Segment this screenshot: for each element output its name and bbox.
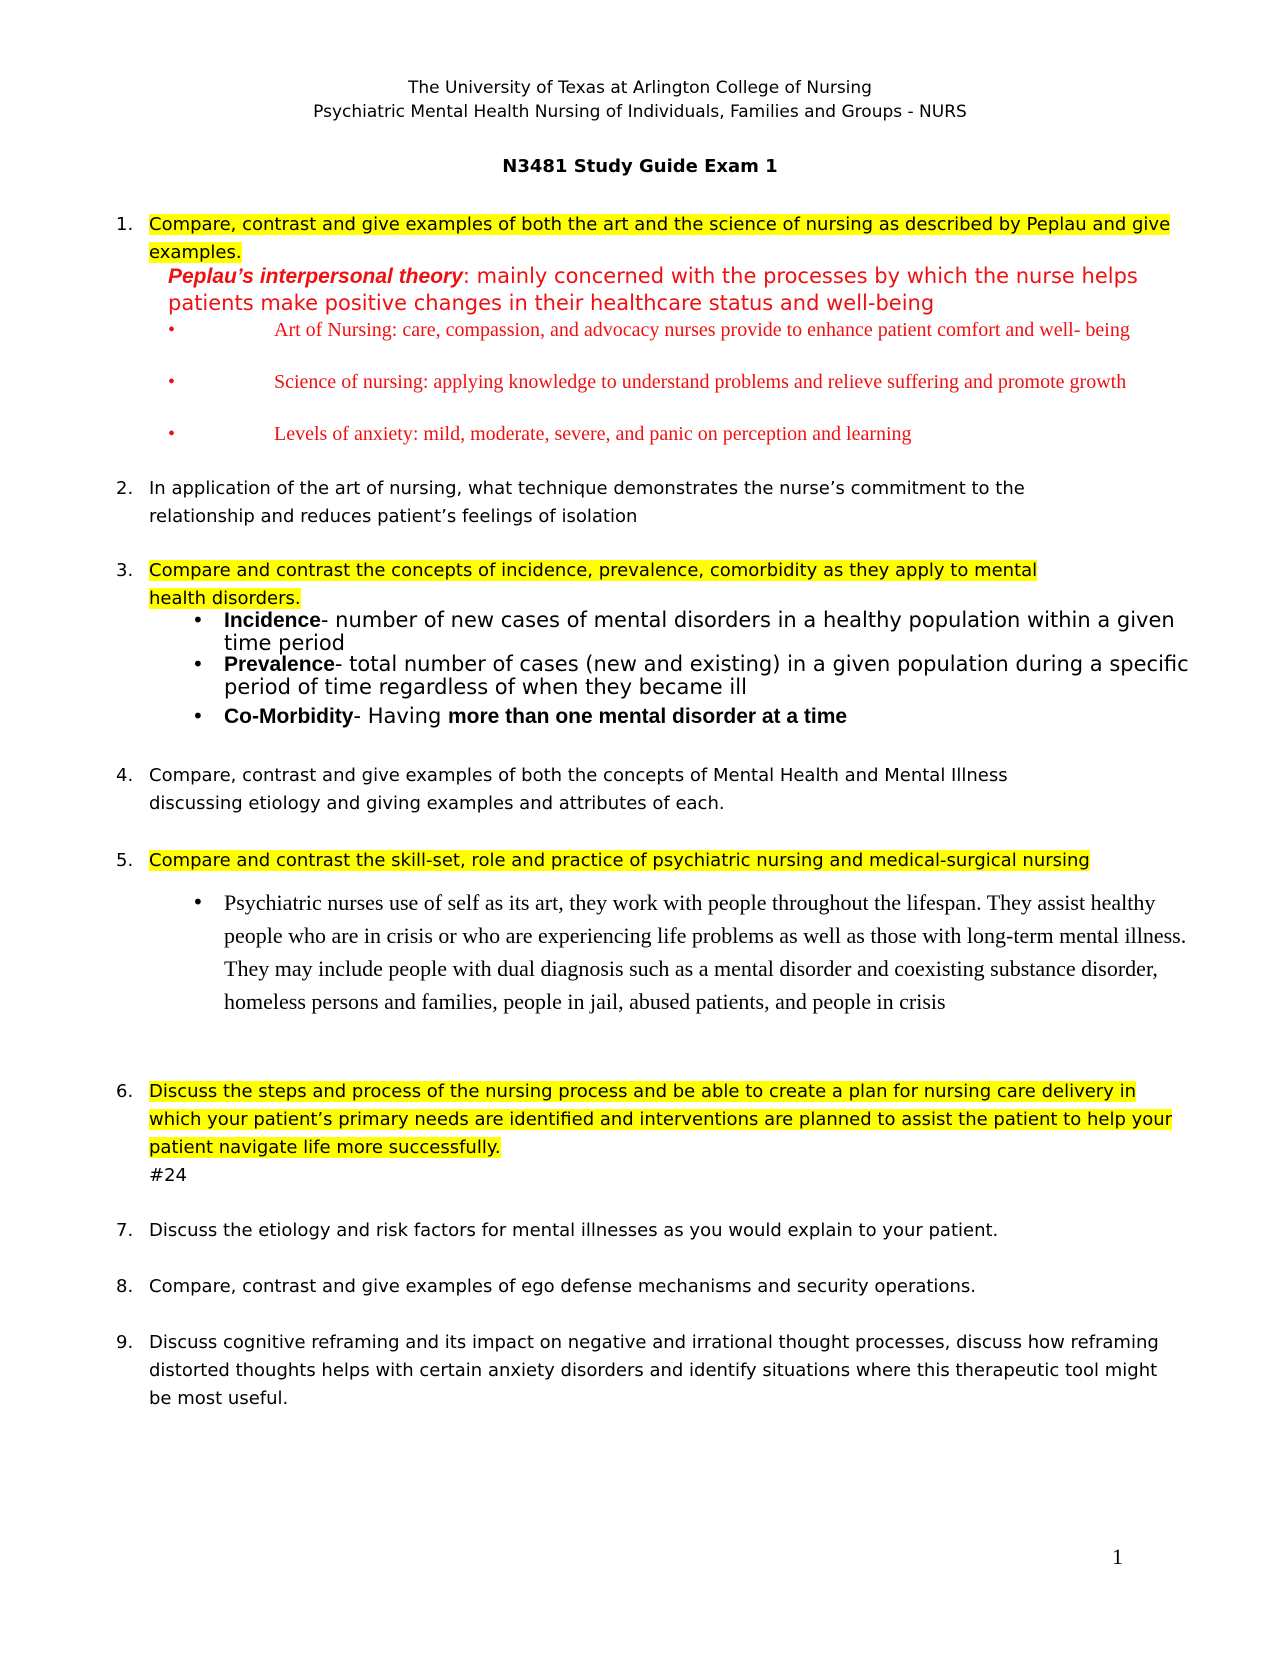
question-text: Compare and contrast the concepts of incidence, prevalence, comorbidity as they apply to mental health disorders. bbox=[149, 560, 1038, 609]
question-7 bbox=[116, 1217, 1176, 1245]
theory-label: Peplau’s interpersonal theory bbox=[168, 265, 463, 288]
question-text: Compare and contrast the skill-set, role and practice of psychiatric nursing and medical-surgical nursing bbox=[149, 850, 1090, 871]
bullet-icon: • bbox=[192, 608, 204, 632]
question-number: 2. bbox=[116, 478, 134, 499]
question-text: Compare, contrast and give examples of both the concepts of Mental Health and Mental Illness discussing etiology and giving examples and attributes of each. bbox=[149, 765, 1008, 814]
list-item-comorbidity bbox=[192, 704, 1194, 728]
question-text: Compare, contrast and give examples of both the art and the science of nursing as described by Peplau and give examples. bbox=[149, 214, 1171, 263]
page-number: 1 bbox=[1112, 1544, 1123, 1569]
red-bullet-anxiety bbox=[168, 421, 1158, 447]
description-text: Psychiatric nurses use of self as its art, they work with people throughout the lifespan. They assist healthy people who are in crisis or who are experiencing life problems as well as those with long-term mental illness. They may include people with dual diagnosis such as a mental disorder and coexisting substance disorder, homeless persons and families, people in jail, abused patients, and people in crisis bbox=[224, 890, 1187, 1014]
theory-text: : mainly concerned with the processes by which the nurse helps patients make positive changes in their healthcare status and well-being bbox=[168, 264, 1138, 315]
question-number: 4. bbox=[116, 765, 134, 786]
peplau-theory bbox=[168, 263, 1168, 317]
question-4 bbox=[116, 762, 1056, 818]
bullet-text: Levels of anxiety: mild, moderate, severe, and panic on perception and learning bbox=[274, 423, 912, 445]
question-number: 6. bbox=[116, 1081, 134, 1102]
question-text: In application of the art of nursing, what technique demonstrates the nurse’s commitment to the relationship and reduces patient’s feelings of isolation bbox=[149, 478, 1025, 527]
red-bullet-science bbox=[168, 369, 1158, 395]
question-2 bbox=[116, 475, 1056, 531]
bullet-text: Art of Nursing: care, compassion, and advocacy nurses provide to enhance patient comfort and well- being bbox=[274, 319, 1130, 341]
page-title: N3481 Study Guide Exam 1 bbox=[502, 156, 778, 177]
header-line-2: Psychiatric Mental Health Nursing of Individuals, Families and Groups - NURS bbox=[313, 102, 967, 122]
question-text: Discuss the etiology and risk factors for mental illnesses as you would explain to your patient. bbox=[149, 1220, 999, 1241]
term-label: Prevalence bbox=[224, 653, 335, 676]
question-number: 8. bbox=[116, 1276, 134, 1297]
term-text: - total number of cases (new and existing) in a given population during a specific period of time regardless of when they became ill bbox=[224, 652, 1189, 699]
term-label: Incidence bbox=[224, 609, 321, 632]
question-note: #24 bbox=[149, 1165, 187, 1186]
list-item-incidence bbox=[192, 608, 1194, 655]
term-label: Co-Morbidity bbox=[224, 705, 354, 728]
question-number: 1. bbox=[116, 214, 134, 235]
question-number: 9. bbox=[116, 1332, 134, 1353]
bullet-icon: • bbox=[192, 652, 204, 676]
question-5 bbox=[116, 847, 1176, 875]
bullet-icon: • bbox=[192, 704, 204, 728]
question-9 bbox=[116, 1329, 1176, 1413]
term-text: - number of new cases of mental disorders in a healthy population within a given time period bbox=[224, 608, 1175, 655]
term-text: - Having bbox=[353, 704, 448, 728]
question-text: Discuss the steps and process of the nursing process and be able to create a plan for nursing care delivery in which your patient’s primary needs are identified and interventions are planned to assist the patient to help your patient navigate life more successfully. bbox=[149, 1081, 1173, 1158]
bullet-icon: • bbox=[192, 890, 204, 914]
term-bold-tail: more than one mental disorder at a time bbox=[447, 705, 848, 728]
header-line-1: The University of Texas at Arlington College of Nursing bbox=[408, 78, 872, 98]
bullet-icon: • bbox=[168, 423, 176, 445]
question-6 bbox=[116, 1078, 1176, 1190]
question-text: Discuss cognitive reframing and its impact on negative and irrational thought processes, discuss how reframing distorted thoughts helps with certain anxiety disorders and identify situations where this therapeutic tool might be most useful. bbox=[149, 1332, 1159, 1409]
list-item-prevalence bbox=[192, 652, 1194, 699]
psych-nursing-description bbox=[192, 886, 1204, 1018]
red-bullet-art bbox=[168, 317, 1158, 343]
question-8 bbox=[116, 1273, 1176, 1301]
question-3 bbox=[116, 557, 1056, 613]
bullet-icon: • bbox=[168, 319, 176, 341]
bullet-text: Science of nursing: applying knowledge to understand problems and relieve suffering and promote growth bbox=[274, 371, 1127, 393]
question-number: 7. bbox=[116, 1220, 134, 1241]
question-number: 3. bbox=[116, 560, 134, 581]
question-number: 5. bbox=[116, 850, 134, 871]
bullet-icon: • bbox=[168, 371, 176, 393]
question-text: Compare, contrast and give examples of ego defense mechanisms and security operations. bbox=[149, 1276, 976, 1297]
question-1 bbox=[116, 211, 1176, 267]
